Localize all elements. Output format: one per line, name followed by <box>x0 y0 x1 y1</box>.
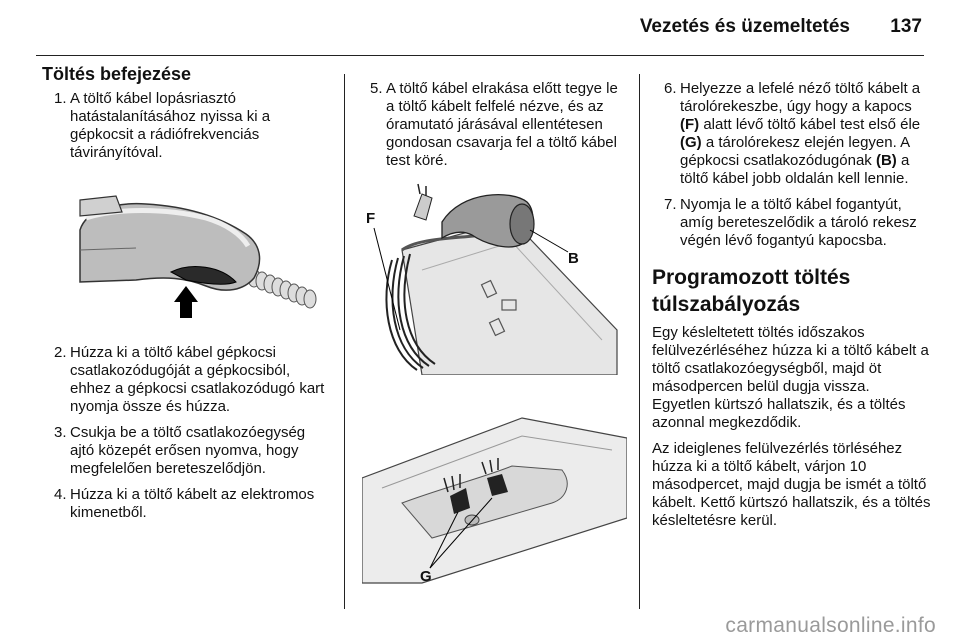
column-divider-2 <box>639 74 640 609</box>
step-number: 1. <box>54 90 67 107</box>
step-text: Húzza ki a töltő kábel gépkocsi csatlakozódugóját a gépkocsiból, ehhez a gépkocsi csatlakozódugó kart nyomja össze és húzza. <box>70 344 325 415</box>
step-number: 4. <box>54 486 67 503</box>
page-header <box>0 0 960 40</box>
header-divider <box>36 55 924 56</box>
ref-b: (B) <box>875 152 897 169</box>
step-number: 2. <box>54 344 67 361</box>
page-number: 137 <box>890 16 922 37</box>
storage-bin-illustration <box>362 408 627 593</box>
step-text <box>680 80 920 187</box>
steps-list-2 <box>358 80 623 170</box>
label-f: F <box>366 210 376 227</box>
text-part: a töltő kábel jobb oldalán kell lennie. <box>680 152 910 187</box>
column-left <box>42 62 332 170</box>
step-item <box>42 486 332 522</box>
steps-list-3 <box>652 80 932 250</box>
text-part: a tárolórekesz elején legyen. A gépkocsi csatlakozódugónak <box>680 134 910 169</box>
page-title: Vezetés és üzemeltetés <box>639 16 850 37</box>
column-middle <box>358 80 623 178</box>
step-item <box>42 344 332 416</box>
column-left-continued <box>42 344 332 530</box>
step-text: Csukja be a töltő csatlakozóegység ajtó közepét erősen nyomva, hogy megfelelően bereteszelődjön. <box>70 424 306 477</box>
step-item <box>42 90 332 162</box>
step-item <box>652 80 932 188</box>
label-g: G <box>420 568 432 585</box>
step-item <box>358 80 623 170</box>
step-item <box>652 196 932 250</box>
steps-list-1 <box>42 90 332 162</box>
step-number: 7. <box>664 196 677 213</box>
watermark-text: carmanualsonline.info <box>725 614 936 637</box>
step-text: A töltő kábel elrakása előtt tegye le a töltő kábelt felfelé nézve, és az óramutató járásával ellentétesen gondosan csavarja fel a töltő kábel test köré. <box>386 80 618 169</box>
ref-f: (F) <box>680 116 700 133</box>
cable-coiling-illustration <box>362 180 622 375</box>
step-number: 5. <box>370 80 383 97</box>
body-paragraph: Az ideiglenes felülvezérlés törléséhez húzza ki a töltő kábelt, várjon 10 másodpercet, majd dugja be ismét a töltő kábelt. Kettő kürtszó hallatszik, és a töltés késleltetésre kerül. <box>652 440 931 529</box>
step-number: 3. <box>54 424 67 441</box>
ref-g: (G) <box>680 134 702 151</box>
section-heading-charging-end: Töltés befejezése <box>42 64 192 84</box>
step-number: 6. <box>664 80 677 97</box>
step-text: Nyomja le a töltő kábel fogantyút, amíg bereteszelődik a tároló rekesz végén lévő fogantyú kapocsba. <box>680 196 917 249</box>
column-divider-1 <box>344 74 345 609</box>
section-heading-programmed-override: Programozott töltés túlszabályozás <box>652 266 851 316</box>
step-item <box>42 424 332 478</box>
label-b: B <box>568 250 579 267</box>
body-paragraph: Egy késleltetett töltés időszakos felülvezérléséhez húzza ki a töltő kábelt a töltő csatlakozóegységből, majd öt másodpercen belül dugja vissza. Egyetlen kürtszó hallatszik, és a töltés azonnal megkezdődik. <box>652 324 929 431</box>
step-text: A töltő kábel lopásriasztó hatástalanításához nyissa ki a gépkocsit a rádiófrekvenciás távirányítóval. <box>70 90 271 161</box>
steps-list-1b <box>42 344 332 522</box>
column-right <box>652 80 932 538</box>
charging-connector-illustration <box>76 190 326 320</box>
step-text: Húzza ki a töltő kábelt az elektromos kimenetből. <box>70 486 315 521</box>
text-part: alatt lévő töltő kábel test első éle <box>699 116 921 133</box>
text-part: Helyezze a lefelé néző töltő kábelt a tárolórekeszbe, úgy hogy a kapocs <box>680 80 921 115</box>
